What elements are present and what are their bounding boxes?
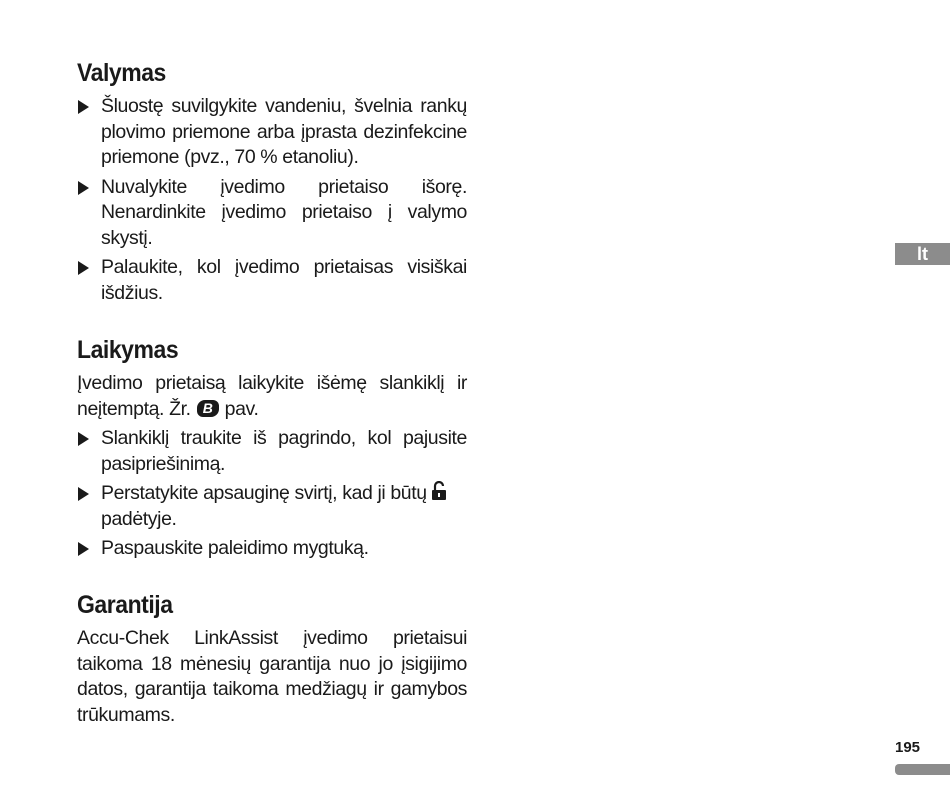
page-bar [895,764,950,775]
figure-b-badge: B [197,400,219,417]
section-title-cleaning: Valymas [77,59,166,87]
list-item: Perstatykite apsauginę svirtį, kad ji būtų padėtyje. [77,481,467,532]
list-item: Slankiklį traukite iš pagrindo, kol pajusite pasipriešinimą. [77,426,467,477]
cleaning-list [77,94,467,306]
list-item: Šluostę suvilgykite vandeniu, švelnia rankų plovimo priemone arba įprasta dezinfekcine priemone (pvz., 70 % etanoliu). [77,94,467,171]
page-number: 195 [895,739,921,756]
bullet-triangle-icon [78,181,89,195]
warranty-text: Accu-Chek LinkAssist įvedimo prietaisui taikoma 18 mėnesių garantija nuo jo įsigijimo datos, garantija taikoma medžiagų ir gamybos trūkumams. [77,627,467,726]
unlocked-padlock-icon [431,481,447,501]
storage-list [77,426,467,562]
list-item: Palaukite, kol įvedimo prietaisas visiškai išdžius. [77,255,467,306]
bullet-triangle-icon [78,542,89,556]
language-tab: lt [895,243,950,265]
section-title-warranty: Garantija [77,591,173,619]
section-warranty [77,590,467,728]
bullet-triangle-icon [78,100,89,114]
section-title-storage: Laikymas [77,336,179,364]
bullet-triangle-icon [78,261,89,275]
list-item: Paspauskite paleidimo mygtuką. [77,536,467,562]
section-cleaning [77,58,467,306]
section-storage [77,335,467,562]
bullet-triangle-icon [78,432,89,446]
bullet-triangle-icon [78,487,89,501]
list-item: Nuvalykite įvedimo prietaiso išorę. Nenardinkite įvedimo prietaiso į valymo skystį. [77,175,467,252]
storage-intro: Įvedimo prietaisą laikykite išėmę slankiklį ir neįtemptą. Žr. B pav. [77,372,467,420]
